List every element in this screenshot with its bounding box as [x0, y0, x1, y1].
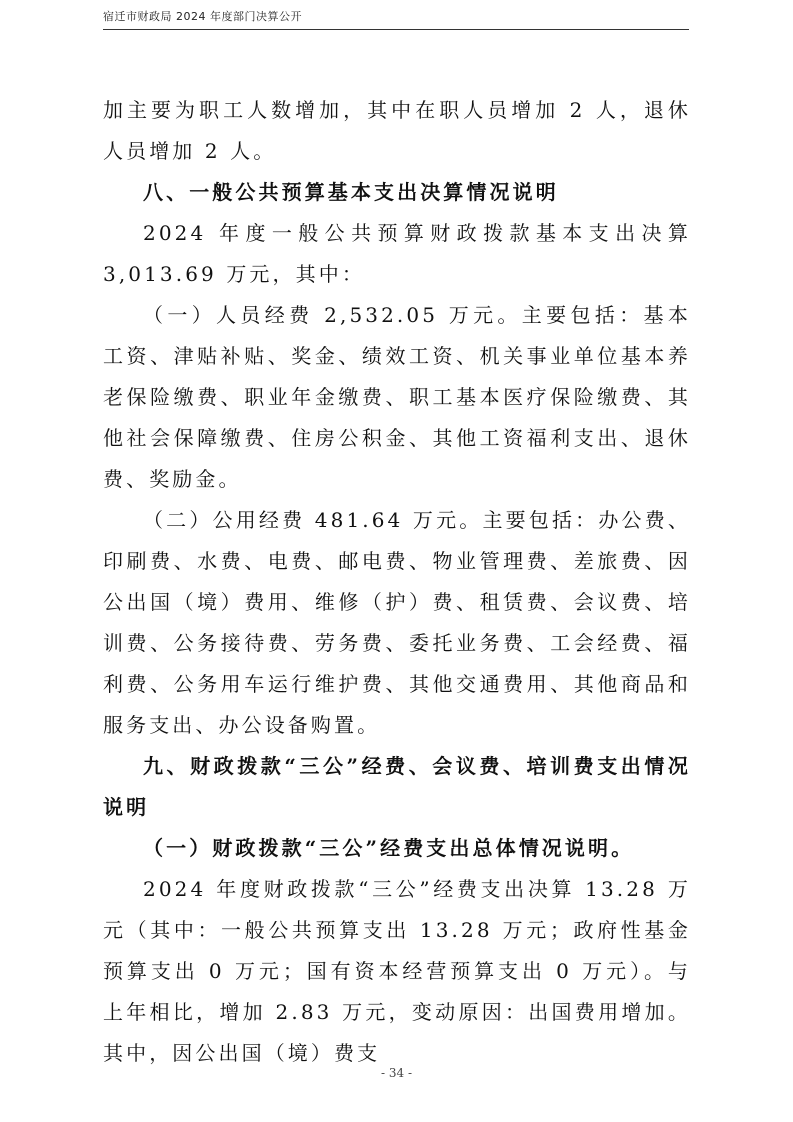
paragraph-staff-change: 加主要为职工人数增加，其中在职人员增加 2 人，退休人员增加 2 人。 [103, 98, 691, 163]
paragraph-basic-expenditure: 2024 年度一般公共预算财政拨款基本支出决算 3,013.69 万元，其中： [103, 221, 691, 286]
document-body [103, 90, 691, 1074]
page-number: - 34 - [380, 1066, 412, 1080]
paragraph-three-public-expenses: 2024 年度财政拨款“三公”经费支出决算 13.28 万元（其中：一般公共预算支出 13.28 万元；政府性基金预算支出 0 万元；国有资本经营预算支出 0 万元）。与上年相比，增加 2.83 万元，变动原因：出国费用增加。其中，因公出国（境）费支 [103, 877, 691, 1065]
subsection-heading-9-1: （一）财政拨款“三公”经费支出总体情况说明。 [143, 836, 635, 860]
section-heading-8: 八、一般公共预算基本支出决算情况说明 [143, 180, 559, 204]
header-rule [103, 29, 689, 30]
running-header: 宿迁市财政局 2024 年度部门决算公开 [103, 10, 302, 23]
paragraph-personnel-expenses: （一）人员经费 2,532.05 万元。主要包括：基本工资、津贴补贴、奖金、绩效工资、机关事业单位基本养老保险缴费、职业年金缴费、职工基本医疗保险缴费、其他社会保障缴费、住房公积金、其他工资福利支出、退休费、奖励金。 [103, 303, 691, 491]
paragraph-public-expenses: （二）公用经费 481.64 万元。主要包括：办公费、印刷费、水费、电费、邮电费、物业管理费、差旅费、因公出国（境）费用、维修（护）费、租赁费、会议费、培训费、公务接待费、劳务费、委托业务费、工会经费、福利费、公务用车运行维护费、其他交通费用、其他商品和服务支出、办公设备购置。 [103, 508, 691, 737]
section-heading-9: 九、财政拨款“三公”经费、会议费、培训费支出情况说明 [103, 754, 691, 819]
